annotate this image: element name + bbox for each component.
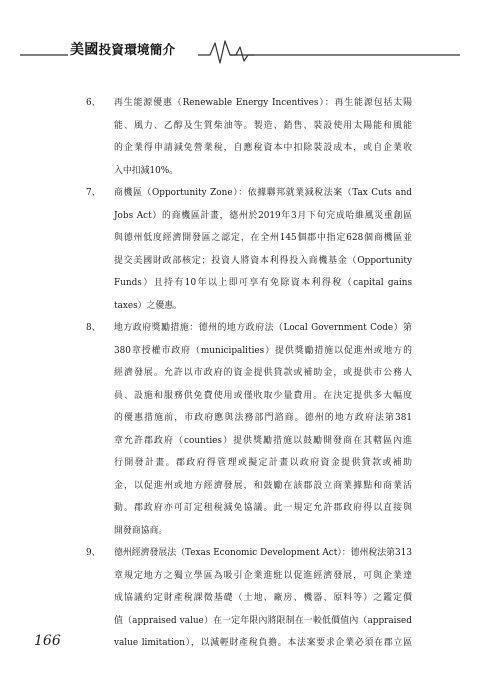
item-text-line: 章規定地方之獨立學區為吸引企業進駐以促進經濟發展，可與企業達 — [114, 570, 412, 581]
header-title — [70, 39, 175, 59]
item-text-line: 金，以促進州或地方經濟發展，和鼓勵在該郡設立商業據點和商業活 — [114, 480, 412, 491]
list-item — [84, 317, 412, 542]
item-text-line: 與德州低度經濟開發區之認定，在全州145個郡中指定628個商機區並 — [114, 233, 412, 243]
item-text-line: 能、風力、乙醇及生質柴油等。製造、銷售、裝設使用太陽能和風能 — [114, 120, 412, 131]
item-text-line: 德州經濟發展法（Texas Economic Development Act）：德州稅法第313 — [114, 548, 412, 558]
document-body — [84, 92, 412, 655]
item-text-line: 動。郡政府亦可訂定租稅減免協議。此一規定允許郡政府得以直接與 — [114, 503, 412, 513]
item-text-line: 入中扣減10%。 — [114, 165, 179, 176]
item-text-line: Jobs Act）的商機區計畫，德州於2019年3月下旬完成哈維風災重創區 — [114, 210, 412, 221]
item-text-line: 再生能源優惠（Renewable Energy Incentives）：再生能源包括太陽 — [114, 98, 412, 108]
header-title-main: 美國 — [70, 42, 99, 58]
page-number: 166 — [34, 633, 61, 649]
item-text-line: 提交美國財政部核定；投資人將資本利得投入商機基金（Opportunity — [114, 255, 412, 266]
list-item — [84, 92, 412, 182]
item-text-line: 商機區（Opportunity Zone）：依據聯邦就業減稅法案（Tax Cuts and — [114, 188, 412, 198]
item-text-line: 開發商協商。 — [114, 525, 168, 536]
item-text-line: 的優惠措施前，市政府應與法務部門諮商。德州的地方政府法第381 — [114, 413, 412, 423]
item-text-line: 地方政府獎勵措施：德州的地方政府法（Local Government Code）第 — [114, 323, 412, 333]
item-text-line: 章允許郡政府（counties）提供獎勵措施以鼓勵開發商在其轄區內進 — [114, 435, 412, 446]
list-item — [84, 182, 412, 317]
item-text-line: 值（appraised value）在一定年限內將限制在一較低價值內（appraised — [114, 615, 412, 626]
item-text-line: 員、設施和服務供免費使用或僅收取少量費用。在決定提供多大幅度 — [114, 390, 412, 401]
item-text-line: Funds）且持有10年以上即可享有免除資本利得稅（capital gains — [114, 278, 412, 288]
item-number: 9、 — [86, 548, 101, 558]
item-text-line: 380章授權市政府（municipalities）提供獎勵措施以促進州或地方的 — [114, 345, 412, 356]
list-item — [84, 542, 412, 655]
page-header — [20, 33, 460, 69]
item-number: 8、 — [86, 323, 101, 333]
item-text-line: 成協議約定財產稅課徵基礎（土地、廠房、機器、原料等）之鑑定價 — [114, 593, 412, 603]
item-text-line: taxes）之優惠。 — [114, 300, 183, 311]
item-text-line: 經濟發展。允許以市政府的資金提供貸款或補助金，或提供市公務人 — [114, 368, 412, 378]
item-text-line: 行開發計畫。郡政府得管理或擬定計畫以政府資金提供貸款或補助 — [114, 458, 412, 468]
item-text-line: 的企業得申請減免營業稅，自應稅資本中扣除裝設成本，或自企業收 — [114, 143, 412, 153]
item-number: 7、 — [86, 188, 101, 198]
item-number: 6、 — [86, 98, 101, 108]
header-title-sub: 投資環境簡介 — [98, 42, 176, 57]
item-text-line: value limitation），以減輕財產稅負擔。本法案要求企業必須在郡立區 — [114, 638, 412, 648]
